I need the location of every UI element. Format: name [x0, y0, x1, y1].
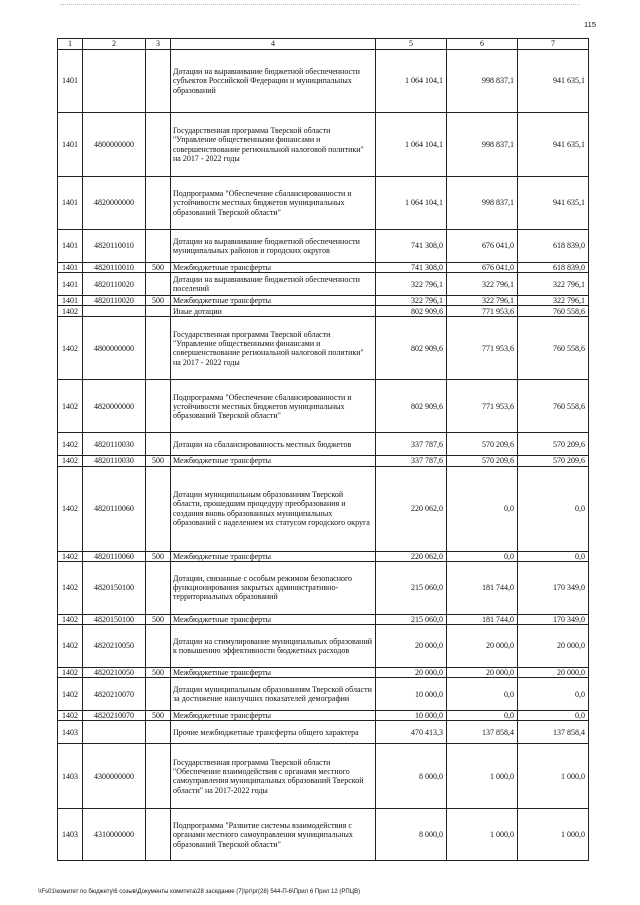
row-name-cell: Межбюджетные трансферты [171, 263, 376, 273]
row-value-1-cell: 220 062,0 [376, 551, 447, 561]
row-value-3-cell: 20 000,0 [518, 625, 589, 668]
row-value-3-cell: 941 635,1 [518, 50, 589, 113]
row-expense-type-cell [146, 678, 171, 711]
row-expense-type-cell [146, 721, 171, 744]
table-row [58, 614, 589, 624]
row-expense-type-cell: 500 [146, 668, 171, 678]
row-name-cell: Дотации муниципальным образованиям Тверской области за достижение наилучших показателей демографии [171, 678, 376, 711]
row-value-2-cell: 998 837,1 [447, 113, 518, 177]
table-body [58, 50, 589, 861]
row-expense-type-cell [146, 230, 171, 263]
row-value-1-cell: 1 064 104,1 [376, 50, 447, 113]
row-expense-type-cell [146, 273, 171, 296]
row-expense-type-cell [146, 306, 171, 317]
scan-top-edge [60, 4, 580, 6]
table-row [58, 380, 589, 433]
file-path-footer: \\Fs01\комитет по бюджету\6 созыв\Документы комитета\28 заседание (7)\рг\рг(28) 544-П-6\Прил 6 Прил 12 (РПЦВ) [38, 889, 361, 895]
row-expense-type-cell [146, 809, 171, 861]
row-target-code-cell: 4310000000 [83, 809, 146, 861]
row-expense-type-cell [146, 317, 171, 380]
table-row [58, 809, 589, 861]
row-value-2-cell: 570 209,6 [447, 456, 518, 466]
row-name-cell: Дотации на стимулирование муниципальных образований к повышению эффективности бюджетных расходов [171, 625, 376, 668]
row-name-cell: Подпрограмма "Обеспечение сбалансированности и устойчивости местных бюджетов муниципальных образований Тверской области" [171, 380, 376, 433]
row-section-cell: 1401 [58, 230, 83, 263]
row-value-3-cell: 760 558,6 [518, 306, 589, 317]
row-name-cell: Прочие межбюджетные трансферты общего характера [171, 721, 376, 744]
table-row [58, 263, 589, 273]
row-section-cell: 1402 [58, 668, 83, 678]
row-value-1-cell: 741 308,0 [376, 230, 447, 263]
row-value-1-cell: 10 000,0 [376, 678, 447, 711]
row-name-cell: Государственная программа Тверской области "Обеспечение взаимодействия с органами местного самоуправления муниципальных образований Тверской области" на 2017-2022 годы [171, 744, 376, 809]
row-target-code-cell: 4820110020 [83, 273, 146, 296]
row-expense-type-cell [146, 433, 171, 456]
row-value-2-cell: 771 953,6 [447, 306, 518, 317]
column-header: 3 [146, 39, 171, 50]
column-header: 1 [58, 39, 83, 50]
row-value-2-cell: 570 209,6 [447, 433, 518, 456]
row-value-1-cell: 322 796,1 [376, 296, 447, 306]
row-section-cell: 1402 [58, 456, 83, 466]
row-target-code-cell: 4820110030 [83, 433, 146, 456]
row-expense-type-cell: 500 [146, 296, 171, 306]
table-row [58, 744, 589, 809]
row-value-3-cell: 0,0 [518, 678, 589, 711]
row-expense-type-cell: 500 [146, 551, 171, 561]
row-target-code-cell: 4820110010 [83, 230, 146, 263]
row-section-cell: 1402 [58, 625, 83, 668]
table-row [58, 551, 589, 561]
row-section-cell: 1402 [58, 317, 83, 380]
row-value-1-cell: 802 909,6 [376, 317, 447, 380]
row-section-cell: 1401 [58, 263, 83, 273]
row-expense-type-cell [146, 466, 171, 551]
row-value-2-cell: 998 837,1 [447, 177, 518, 230]
row-value-2-cell: 676 041,0 [447, 230, 518, 263]
row-value-1-cell: 215 060,0 [376, 561, 447, 614]
row-value-1-cell: 337 787,6 [376, 433, 447, 456]
row-section-cell: 1402 [58, 551, 83, 561]
row-target-code-cell: 4820150100 [83, 614, 146, 624]
table-row [58, 711, 589, 721]
row-target-code-cell: 4820210050 [83, 625, 146, 668]
row-name-cell: Дотации на выравнивание бюджетной обеспеченности субъектов Российской Федерации и муниципальных образований [171, 50, 376, 113]
row-name-cell: Межбюджетные трансферты [171, 296, 376, 306]
row-section-cell: 1402 [58, 466, 83, 551]
table-header-row [58, 39, 589, 50]
row-value-2-cell: 1 000,0 [447, 809, 518, 861]
row-value-3-cell: 0,0 [518, 711, 589, 721]
row-value-2-cell: 1 000,0 [447, 744, 518, 809]
row-value-2-cell: 322 796,1 [447, 296, 518, 306]
row-value-1-cell: 802 909,6 [376, 380, 447, 433]
row-value-3-cell: 941 635,1 [518, 177, 589, 230]
row-value-1-cell: 20 000,0 [376, 668, 447, 678]
row-target-code-cell: 4800000000 [83, 317, 146, 380]
row-section-cell: 1401 [58, 273, 83, 296]
row-section-cell: 1401 [58, 113, 83, 177]
row-target-code-cell [83, 50, 146, 113]
row-expense-type-cell: 500 [146, 711, 171, 721]
row-section-cell: 1402 [58, 380, 83, 433]
table-row [58, 177, 589, 230]
row-expense-type-cell [146, 561, 171, 614]
row-target-code-cell: 4820110060 [83, 551, 146, 561]
row-value-3-cell: 170 349,0 [518, 614, 589, 624]
row-value-2-cell: 0,0 [447, 711, 518, 721]
table-row [58, 273, 589, 296]
row-value-3-cell: 0,0 [518, 551, 589, 561]
row-name-cell: Подпрограмма "Обеспечение сбалансированности и устойчивости местных бюджетов муниципальных образований Тверской области" [171, 177, 376, 230]
row-expense-type-cell [146, 177, 171, 230]
table-row [58, 678, 589, 711]
row-value-3-cell: 570 209,6 [518, 456, 589, 466]
row-target-code-cell: 4820210070 [83, 711, 146, 721]
table-row [58, 456, 589, 466]
row-name-cell: Дотации на выравнивание бюджетной обеспеченности муниципальных районов и городских округов [171, 230, 376, 263]
row-value-2-cell: 771 953,6 [447, 380, 518, 433]
table-row [58, 433, 589, 456]
row-value-1-cell: 322 796,1 [376, 273, 447, 296]
row-value-1-cell: 8 000,0 [376, 809, 447, 861]
row-name-cell: Дотации на выравнивание бюджетной обеспеченности поселений [171, 273, 376, 296]
row-value-1-cell: 220 062,0 [376, 466, 447, 551]
table-row [58, 668, 589, 678]
row-value-3-cell: 618 839,0 [518, 230, 589, 263]
row-value-3-cell: 322 796,1 [518, 273, 589, 296]
row-expense-type-cell [146, 113, 171, 177]
row-value-2-cell: 0,0 [447, 551, 518, 561]
row-value-3-cell: 618 839,0 [518, 263, 589, 273]
row-value-2-cell: 998 837,1 [447, 50, 518, 113]
row-value-1-cell: 8 000,0 [376, 744, 447, 809]
row-value-2-cell: 137 858,4 [447, 721, 518, 744]
row-value-2-cell: 20 000,0 [447, 625, 518, 668]
row-target-code-cell: 4820110010 [83, 263, 146, 273]
row-section-cell: 1402 [58, 614, 83, 624]
table-row [58, 50, 589, 113]
row-value-3-cell: 760 558,6 [518, 317, 589, 380]
row-target-code-cell: 4820110020 [83, 296, 146, 306]
row-target-code-cell [83, 306, 146, 317]
row-name-cell: Дотации, связанные с особым режимом безопасного функционирования закрытых административно-территориальных образований [171, 561, 376, 614]
row-name-cell: Межбюджетные трансферты [171, 551, 376, 561]
column-header: 6 [447, 39, 518, 50]
row-value-1-cell: 215 060,0 [376, 614, 447, 624]
page-number: 115 [584, 20, 596, 29]
row-value-2-cell: 0,0 [447, 466, 518, 551]
row-name-cell: Государственная программа Тверской области "Управление общественными финансами и совершенствование региональной налоговой политики" на 2017 - 2022 годы [171, 317, 376, 380]
row-value-1-cell: 741 308,0 [376, 263, 447, 273]
row-section-cell: 1401 [58, 177, 83, 230]
row-value-3-cell: 170 349,0 [518, 561, 589, 614]
row-section-cell: 1403 [58, 744, 83, 809]
row-value-1-cell: 10 000,0 [376, 711, 447, 721]
row-value-2-cell: 676 041,0 [447, 263, 518, 273]
row-value-2-cell: 322 796,1 [447, 273, 518, 296]
row-value-2-cell: 771 953,6 [447, 317, 518, 380]
row-target-code-cell: 4820210070 [83, 678, 146, 711]
row-expense-type-cell: 500 [146, 456, 171, 466]
row-value-2-cell: 0,0 [447, 678, 518, 711]
row-value-3-cell: 0,0 [518, 466, 589, 551]
row-section-cell: 1403 [58, 721, 83, 744]
row-section-cell: 1402 [58, 306, 83, 317]
row-value-3-cell: 570 209,6 [518, 433, 589, 456]
table-row [58, 561, 589, 614]
row-target-code-cell: 4820110030 [83, 456, 146, 466]
row-section-cell: 1402 [58, 433, 83, 456]
row-value-1-cell: 802 909,6 [376, 306, 447, 317]
row-section-cell: 1402 [58, 711, 83, 721]
row-section-cell: 1403 [58, 809, 83, 861]
row-value-2-cell: 181 744,0 [447, 614, 518, 624]
table-row [58, 721, 589, 744]
budget-table [57, 38, 589, 861]
row-value-3-cell: 941 635,1 [518, 113, 589, 177]
row-section-cell: 1401 [58, 296, 83, 306]
column-header: 7 [518, 39, 589, 50]
row-expense-type-cell [146, 625, 171, 668]
row-expense-type-cell [146, 380, 171, 433]
row-value-3-cell: 1 000,0 [518, 809, 589, 861]
row-value-3-cell: 137 858,4 [518, 721, 589, 744]
table-row [58, 466, 589, 551]
row-target-code-cell: 4300000000 [83, 744, 146, 809]
row-value-3-cell: 322 796,1 [518, 296, 589, 306]
row-target-code-cell: 4820210050 [83, 668, 146, 678]
row-value-3-cell: 760 558,6 [518, 380, 589, 433]
row-value-1-cell: 20 000,0 [376, 625, 447, 668]
table-row [58, 317, 589, 380]
row-expense-type-cell: 500 [146, 614, 171, 624]
row-target-code-cell: 4800000000 [83, 113, 146, 177]
row-target-code-cell: 4820000000 [83, 380, 146, 433]
row-name-cell: Межбюджетные трансферты [171, 456, 376, 466]
row-section-cell: 1402 [58, 678, 83, 711]
row-value-3-cell: 1 000,0 [518, 744, 589, 809]
column-header: 5 [376, 39, 447, 50]
row-name-cell: Межбюджетные трансферты [171, 614, 376, 624]
row-target-code-cell [83, 721, 146, 744]
row-expense-type-cell: 500 [146, 263, 171, 273]
row-value-1-cell: 1 064 104,1 [376, 177, 447, 230]
column-header: 2 [83, 39, 146, 50]
column-header: 4 [171, 39, 376, 50]
table-row [58, 296, 589, 306]
row-value-2-cell: 20 000,0 [447, 668, 518, 678]
row-value-2-cell: 181 744,0 [447, 561, 518, 614]
row-name-cell: Подпрограмма "Развитие системы взаимодействия с органами местного самоуправления муниципальных образований Тверской области" [171, 809, 376, 861]
row-target-code-cell: 4820110060 [83, 466, 146, 551]
row-name-cell: Дотации на сбалансированность местных бюджетов [171, 433, 376, 456]
row-section-cell: 1401 [58, 50, 83, 113]
row-target-code-cell: 4820000000 [83, 177, 146, 230]
row-expense-type-cell [146, 50, 171, 113]
table-row [58, 230, 589, 263]
row-value-1-cell: 1 064 104,1 [376, 113, 447, 177]
row-value-1-cell: 470 413,3 [376, 721, 447, 744]
row-target-code-cell: 4820150100 [83, 561, 146, 614]
table-row [58, 625, 589, 668]
row-name-cell: Государственная программа Тверской области "Управление общественными финансами и совершенствование региональной налоговой политики" на 2017 - 2022 годы [171, 113, 376, 177]
row-value-3-cell: 20 000,0 [518, 668, 589, 678]
row-name-cell: Межбюджетные трансферты [171, 711, 376, 721]
row-section-cell: 1402 [58, 561, 83, 614]
row-name-cell: Иные дотации [171, 306, 376, 317]
row-name-cell: Межбюджетные трансферты [171, 668, 376, 678]
row-expense-type-cell [146, 744, 171, 809]
table-row [58, 113, 589, 177]
row-value-1-cell: 337 787,6 [376, 456, 447, 466]
row-name-cell: Дотации муниципальным образованиям Тверской области, прошедшим процедуру преобразования и создания вновь образованных муниципальных образований с наделением их статусом городского округа [171, 466, 376, 551]
table-row [58, 306, 589, 317]
